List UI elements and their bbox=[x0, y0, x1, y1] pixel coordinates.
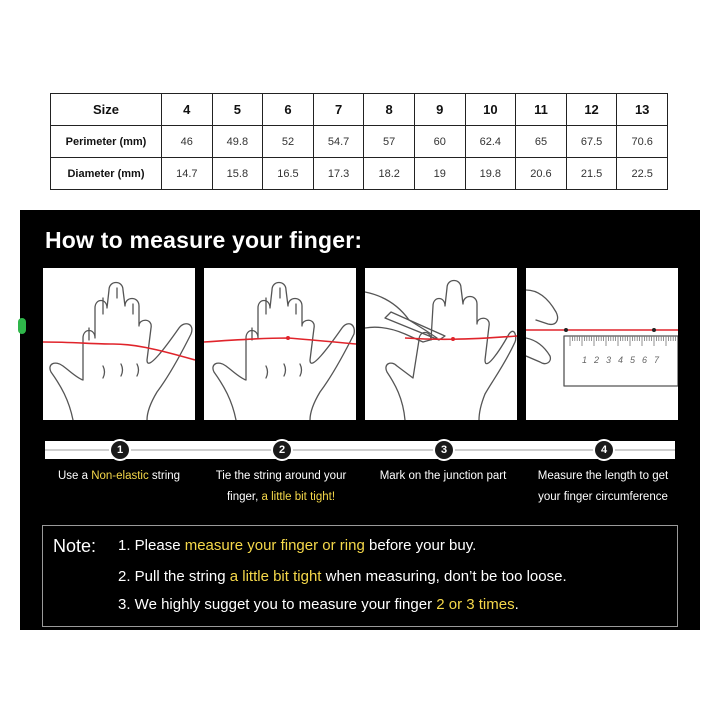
note-highlight: 2 or 3 times bbox=[436, 596, 515, 613]
table-cell: 22.5 bbox=[617, 158, 668, 190]
table-header-cell: 6 bbox=[263, 94, 314, 126]
row-label: Perimeter (mm) bbox=[51, 126, 162, 158]
table-header-cell: 9 bbox=[414, 94, 465, 126]
ruler-number: 3 bbox=[606, 355, 612, 365]
table-row-perimeter bbox=[51, 126, 668, 158]
note-text: when measuring, don’t be too loose. bbox=[321, 568, 567, 585]
ruler-measure-icon bbox=[526, 268, 678, 420]
ruler-number: 6 bbox=[642, 355, 648, 365]
row-label: Diameter (mm) bbox=[51, 158, 162, 190]
table-row-diameter bbox=[51, 158, 668, 190]
step-3-illustration bbox=[365, 268, 517, 420]
note-line-1 bbox=[118, 537, 476, 554]
caption-highlight: Non-elastic bbox=[91, 470, 149, 482]
note-text: . bbox=[514, 596, 519, 613]
table-cell: 18.2 bbox=[364, 158, 415, 190]
table-header-cell: 8 bbox=[364, 94, 415, 126]
note-text: before your buy. bbox=[364, 537, 477, 554]
step-1-marker: 1 bbox=[111, 441, 129, 459]
step-track-line bbox=[45, 449, 675, 451]
step-track bbox=[45, 441, 675, 459]
table-cell: 57 bbox=[364, 126, 415, 158]
caption-text: Measure the length to get bbox=[537, 470, 669, 482]
table-cell: 14.7 bbox=[162, 158, 213, 190]
step-3-caption bbox=[362, 466, 524, 487]
note-text: 3. We highly sugget you to measure your finger bbox=[118, 596, 437, 613]
table-cell: 15.8 bbox=[212, 158, 263, 190]
table-cell: 70.6 bbox=[617, 126, 668, 158]
guide-title: How to measure your finger: bbox=[45, 227, 363, 253]
table-header-cell: 10 bbox=[465, 94, 516, 126]
hand-string-icon bbox=[43, 268, 195, 420]
table-cell: 19 bbox=[414, 158, 465, 190]
table-cell: 67.5 bbox=[566, 126, 617, 158]
step-1-illustration bbox=[43, 268, 195, 420]
table-cell: 49.8 bbox=[212, 126, 263, 158]
table-cell: 54.7 bbox=[313, 126, 364, 158]
note-label: Note: bbox=[53, 536, 97, 556]
ruler-number: 4 bbox=[618, 355, 624, 365]
caption-text: string bbox=[148, 470, 181, 482]
caption-text: your finger circumference bbox=[538, 491, 668, 503]
table-cell: 21.5 bbox=[566, 158, 617, 190]
note-line-2 bbox=[118, 568, 567, 585]
table-header-cell: 12 bbox=[566, 94, 617, 126]
note-text: 1. Please bbox=[118, 537, 185, 554]
table-header-cell: Size bbox=[51, 94, 162, 126]
table-cell: 16.5 bbox=[263, 158, 314, 190]
note-text: 2. Pull the string bbox=[118, 568, 230, 585]
step-4-caption bbox=[522, 466, 684, 508]
hand-pen-mark-icon bbox=[365, 268, 517, 420]
table-cell: 17.3 bbox=[313, 158, 364, 190]
green-dot-decoration bbox=[18, 318, 26, 334]
step-2-illustration bbox=[204, 268, 356, 420]
ruler-number: 5 bbox=[630, 355, 636, 365]
caption-highlight: a little bit tight! bbox=[261, 491, 336, 503]
caption-text: Mark on the junction part bbox=[379, 470, 507, 482]
table-cell: 19.8 bbox=[465, 158, 516, 190]
caption-text: Tie the string around your bbox=[215, 470, 347, 482]
table-header-cell: 7 bbox=[313, 94, 364, 126]
note-line-3 bbox=[118, 596, 519, 613]
table-cell: 52 bbox=[263, 126, 314, 158]
hand-tie-icon bbox=[204, 268, 356, 420]
caption-text: finger, bbox=[226, 491, 262, 503]
step-4-marker: 4 bbox=[595, 441, 613, 459]
table-header-row bbox=[51, 94, 668, 126]
ring-size-table bbox=[50, 93, 668, 190]
step-2-marker: 2 bbox=[273, 441, 291, 459]
caption-text: Use a bbox=[57, 470, 92, 482]
step-2-caption bbox=[200, 466, 362, 508]
step-1-caption bbox=[38, 466, 200, 487]
note-highlight: measure your finger or ring bbox=[184, 537, 365, 554]
table-cell: 60 bbox=[414, 126, 465, 158]
table-cell: 65 bbox=[516, 126, 567, 158]
table-cell: 20.6 bbox=[516, 158, 567, 190]
table-header-cell: 13 bbox=[617, 94, 668, 126]
table-header-cell: 11 bbox=[516, 94, 567, 126]
table-cell: 62.4 bbox=[465, 126, 516, 158]
note-highlight: a little bit tight bbox=[229, 568, 322, 585]
table-cell: 46 bbox=[162, 126, 213, 158]
table-header-cell: 4 bbox=[162, 94, 213, 126]
ruler-number: 7 bbox=[654, 355, 660, 365]
step-3-marker: 3 bbox=[435, 441, 453, 459]
ruler-number: 2 bbox=[594, 355, 600, 365]
step-4-illustration bbox=[526, 268, 678, 420]
ruler-number: 1 bbox=[582, 355, 588, 365]
table-header-cell: 5 bbox=[212, 94, 263, 126]
